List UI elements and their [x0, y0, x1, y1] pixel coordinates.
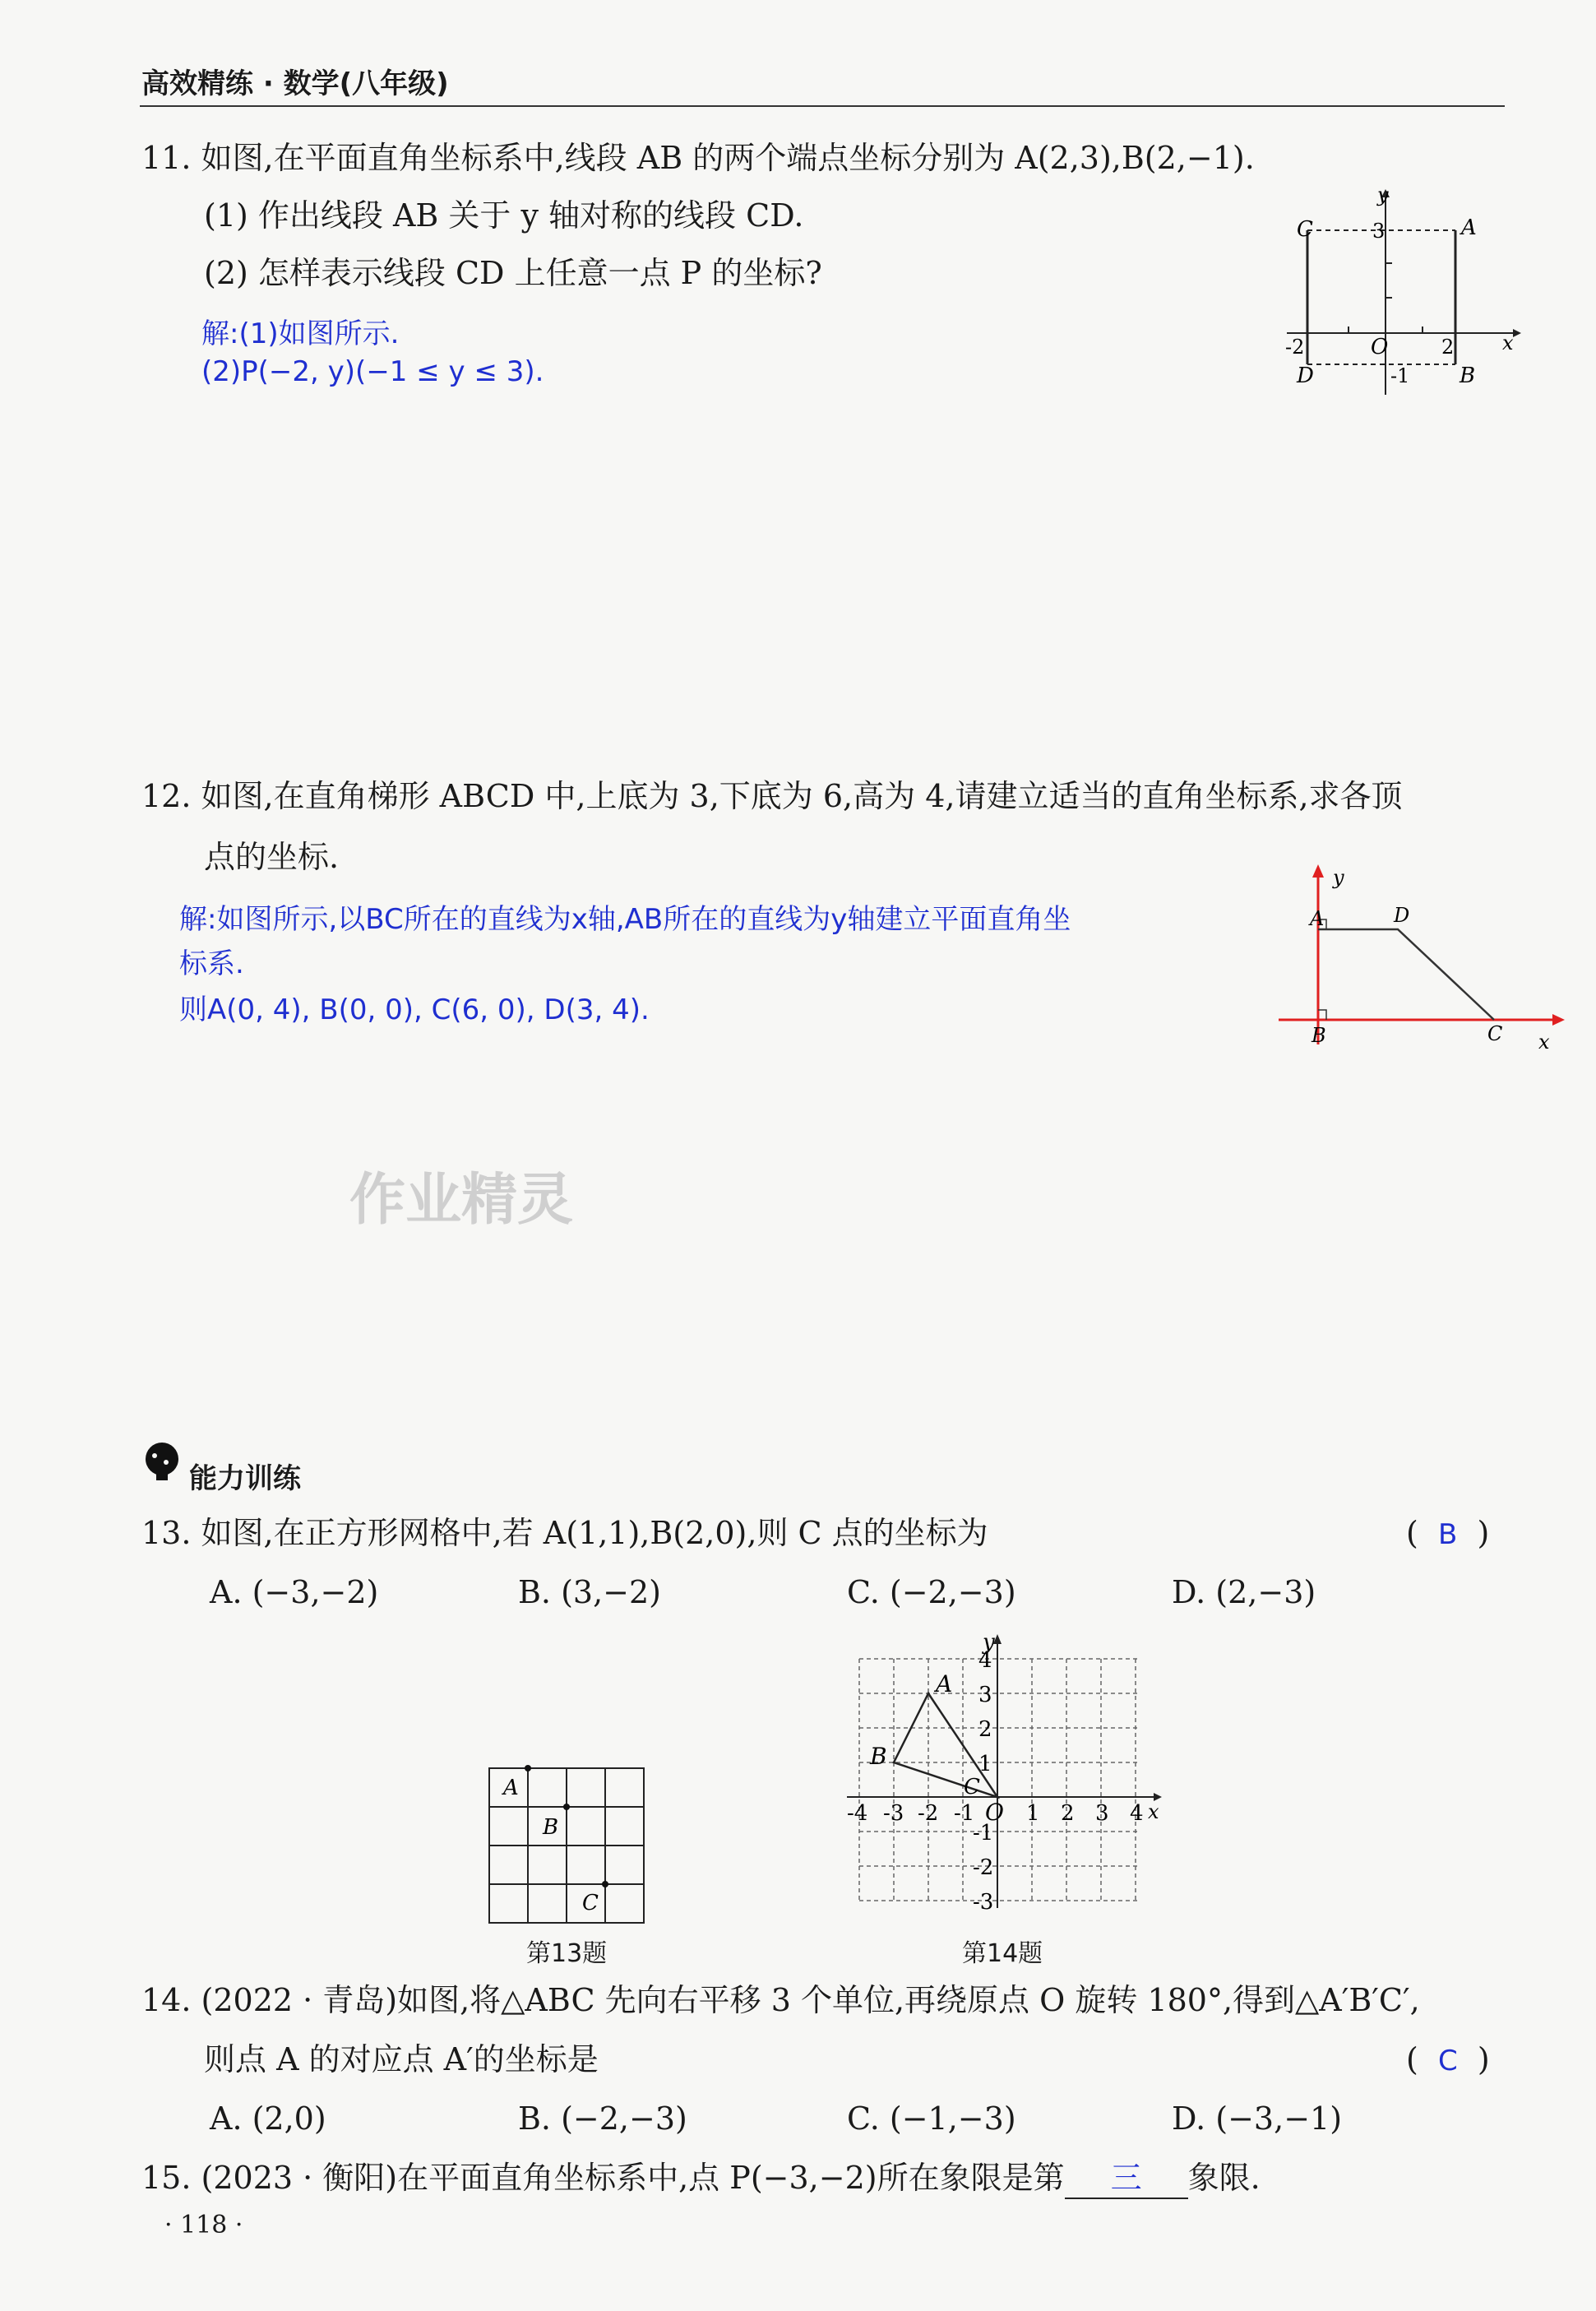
q14-triangle-abc	[894, 1693, 997, 1797]
q13-figure	[485, 1760, 650, 1933]
q14-xtick: 2	[1061, 1801, 1075, 1826]
q12-label-d: D	[1394, 904, 1410, 927]
q14-ytick: -3	[973, 1890, 994, 1915]
q12-label-b: B	[1311, 1024, 1326, 1047]
q14-xtick: -2	[918, 1801, 939, 1826]
page-header-title: 高效精练 · 数学(八年级)	[141, 67, 449, 100]
q13-option-c: C. (−2,−3)	[847, 1574, 1016, 1610]
q11-label-x: x	[1502, 331, 1514, 354]
q14-label-o: O	[985, 1799, 1004, 1826]
q14-label-c: C	[964, 1775, 980, 1799]
q14-answer-bracket: ( C )	[1406, 2041, 1490, 2077]
q13-label-c: C	[582, 1891, 599, 1915]
q14-answer: C	[1437, 2045, 1458, 2077]
q14-xtick: -1	[954, 1801, 975, 1826]
q14-figure	[839, 1624, 1168, 1920]
q12-label-c: C	[1487, 1022, 1503, 1045]
header-rule	[140, 105, 1505, 107]
q11-figure	[1279, 185, 1525, 407]
q14-option-c: C. (−1,−3)	[847, 2100, 1016, 2137]
q13-answer: B	[1437, 1518, 1458, 1551]
q15-stem-post: 象限.	[1187, 2160, 1261, 2196]
q12-label-a: A	[1310, 907, 1325, 930]
q11-tick-3: 3	[1372, 220, 1386, 243]
q14-ytick: 3	[978, 1683, 992, 1707]
q14-ytick: 2	[978, 1717, 992, 1742]
q14-stem-line1: 14. (2022 · 青岛)如图,将△ABC 先向右平移 3 个单位,再绕原点 O 旋转 180°,得到△A′B′C′,	[141, 1982, 1420, 2018]
q12-answer-2: 标系.	[179, 947, 244, 980]
section-title: 能力训练	[189, 1462, 301, 1495]
q14-label-b: B	[870, 1743, 887, 1770]
q14-caption: 第14题	[962, 1939, 1043, 1968]
q13-stem: 13. 如图,在正方形网格中,若 A(1,1),B(2,0),则 C 点的坐标为	[141, 1515, 988, 1551]
q13-caption: 第13题	[526, 1939, 608, 1968]
q14-ytick: 4	[978, 1648, 992, 1673]
q11-label-b: B	[1460, 364, 1476, 388]
q11-tick-neg2: -2	[1285, 336, 1305, 359]
q11-label-a: A	[1461, 215, 1477, 240]
q12-stem-line1: 12. 如图,在直角梯形 ABCD 中,上底为 3,下底为 6,高为 4,请建立适当的直角坐标系,求各顶	[141, 778, 1403, 814]
q11-label-d: D	[1297, 364, 1314, 388]
q12-label-y: y	[1333, 866, 1344, 889]
q14-xtick: -3	[883, 1801, 904, 1826]
section-icon	[141, 1441, 183, 1482]
q11-answer-1: 解:(1)如图所示.	[201, 317, 400, 350]
q11-stem: 11. 如图,在平面直角坐标系中,线段 AB 的两个端点坐标分别为 A(2,3),B(2,−1).	[141, 140, 1255, 176]
q14-ytick: -1	[973, 1821, 994, 1846]
q11-label-y: y	[1377, 185, 1389, 206]
q12-label-x: x	[1538, 1030, 1550, 1054]
q13-option-d: D. (2,−3)	[1172, 1574, 1316, 1610]
q14-label-x: x	[1148, 1800, 1159, 1823]
q12-answer-3: 则A(0, 4), B(0, 0), C(6, 0), D(3, 4).	[179, 993, 650, 1026]
q14-label-y: y	[983, 1630, 995, 1655]
q14-option-d: D. (−3,−1)	[1172, 2100, 1343, 2137]
q11-answer-2: (2)P(−2, y)(−1 ≤ y ≤ 3).	[201, 355, 544, 388]
q14-xtick: -4	[847, 1801, 868, 1826]
q13-label-b: B	[543, 1815, 559, 1840]
q15-answer-blank: 三	[1065, 2158, 1188, 2199]
q14-ytick: -2	[973, 1855, 994, 1880]
page-number: · 118 ·	[164, 2211, 243, 2239]
q13-label-a: A	[503, 1776, 519, 1800]
q12-trapezoid	[1318, 929, 1494, 1020]
q12-figure	[1279, 859, 1575, 1057]
q14-label-a: A	[936, 1670, 953, 1697]
q13-option-a: A. (−3,−2)	[210, 1574, 379, 1610]
q14-option-a: A. (2,0)	[210, 2100, 326, 2137]
q13-option-b: B. (3,−2)	[518, 1574, 662, 1610]
q12-answer-1: 解:如图所示,以BC所在的直线为x轴,AB所在的直线为y轴建立平面直角坐	[179, 903, 1071, 936]
q14-xtick: 1	[1026, 1801, 1040, 1826]
q12-stem-line2: 点的坐标.	[204, 839, 340, 875]
q11-label-c: C	[1297, 217, 1313, 242]
q11-part2: (2) 怎样表示线段 CD 上任意一点 P 的坐标?	[204, 255, 822, 291]
q14-stem-line2: 则点 A 的对应点 A′的坐标是	[204, 2041, 599, 2077]
q11-tick-neg1: -1	[1390, 364, 1410, 387]
q14-xtick: 4	[1130, 1801, 1144, 1826]
q14-xtick: 3	[1095, 1801, 1109, 1826]
q11-part1: (1) 作出线段 AB 关于 y 轴对称的线段 CD.	[204, 197, 804, 234]
q15-stem-pre: 15. (2023 · 衡阳)在平面直角坐标系中,点 P(−3,−2)所在象限是第	[141, 2160, 1065, 2196]
watermark-text: 作业精灵	[349, 1168, 574, 1233]
q13-answer-bracket: ( B )	[1406, 1515, 1490, 1551]
q14-option-b: B. (−2,−3)	[518, 2100, 687, 2137]
q11-tick-2: 2	[1441, 336, 1455, 359]
q15-stem	[141, 2158, 1261, 2199]
q11-label-o: O	[1371, 335, 1389, 359]
q14-ytick: 1	[978, 1752, 992, 1776]
